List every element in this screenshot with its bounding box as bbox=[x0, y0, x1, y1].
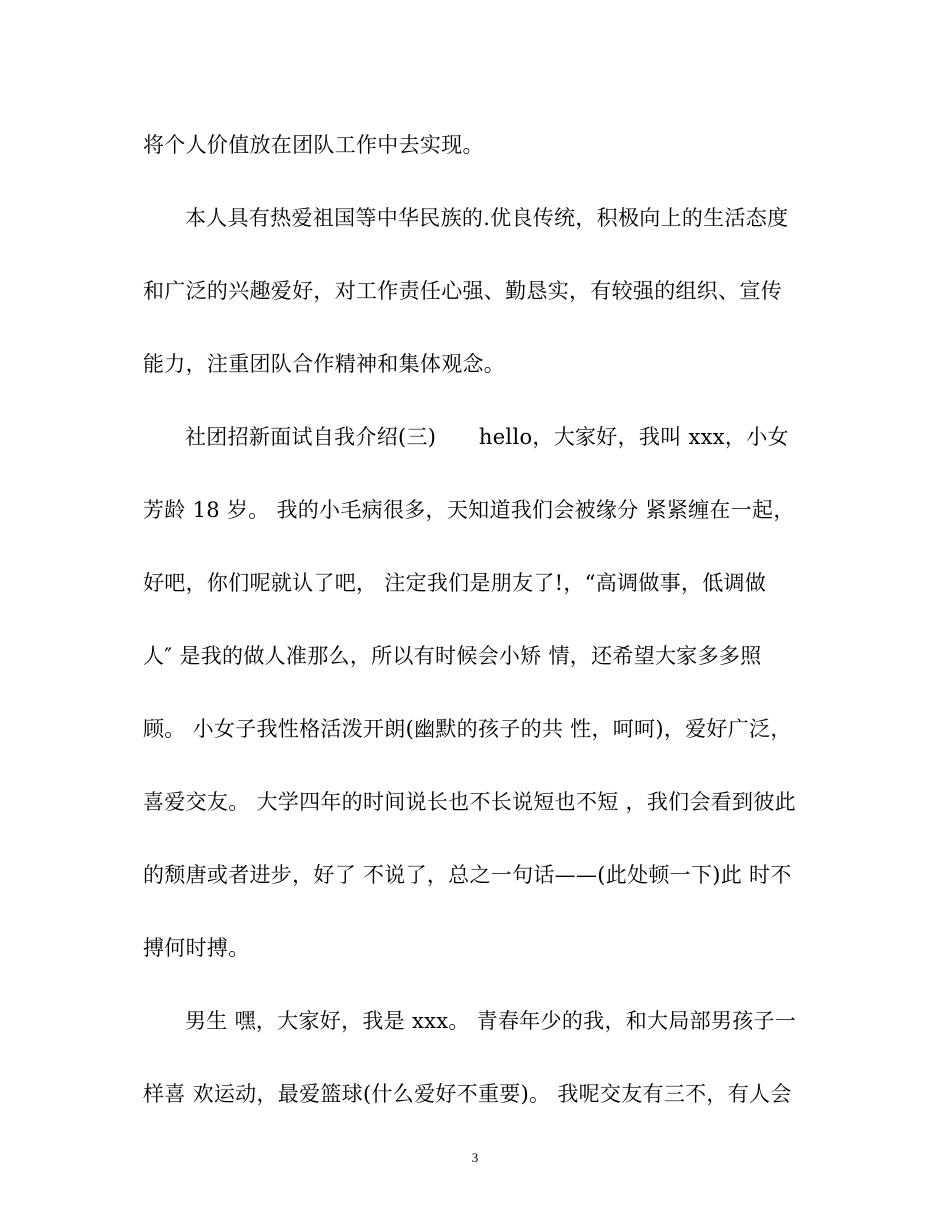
page-number: 3 bbox=[471, 1150, 479, 1165]
text-line-2: 本人具有热爱祖国等中华民族的.优良传统，积极向上的生活态度 bbox=[185, 206, 789, 230]
text-line-5: 社团招新面试自我介绍(三) hello，大家好，我叫 xxx，小女 bbox=[185, 425, 789, 449]
text-line-6: 芳龄 18 岁。 我的小毛病很多，天知道我们会被缘分 紧紧缠在一起， bbox=[143, 498, 795, 522]
text-line-13: 男生 嘿，大家好，我是 xxx。 青春年少的我，和大局部男孩子一 bbox=[185, 1009, 797, 1033]
text-line-8: 人″ 是我的做人准那么，所以有时候会小矫 情，还希望大家多多照 bbox=[143, 644, 762, 668]
text-line-7: 好吧，你们呢就认了吧， 注定我们是朋友了!，“高调做事，低调做 bbox=[143, 571, 767, 595]
text-line-12: 搏何时搏。 bbox=[143, 936, 250, 960]
text-line-3: 和广泛的兴趣爱好，对工作责任心强、勤恳实，有较强的组织、宣传 bbox=[143, 279, 782, 303]
text-line-4: 能力，注重团队合作精神和集体观念。 bbox=[143, 352, 506, 376]
text-line-14: 样喜 欢运动，最爱篮球(什么爱好不重要)。 我呢交友有三不，有人会 bbox=[143, 1082, 792, 1106]
text-line-11: 的颓唐或者进步，好了 不说了，总之一句话——(此处顿一下)此 时不 bbox=[143, 863, 792, 887]
text-line-9: 顾。 小女子我性格活泼开朗(幽默的孩子的共 性，呵呵)，爱好广泛， bbox=[143, 717, 792, 741]
text-line-10: 喜爱交友。 大学四年的时间说长也不长说短也不短 ，我们会看到彼此 bbox=[143, 790, 796, 814]
text-line-1: 将个人价值放在团队工作中去实现。 bbox=[143, 133, 484, 157]
